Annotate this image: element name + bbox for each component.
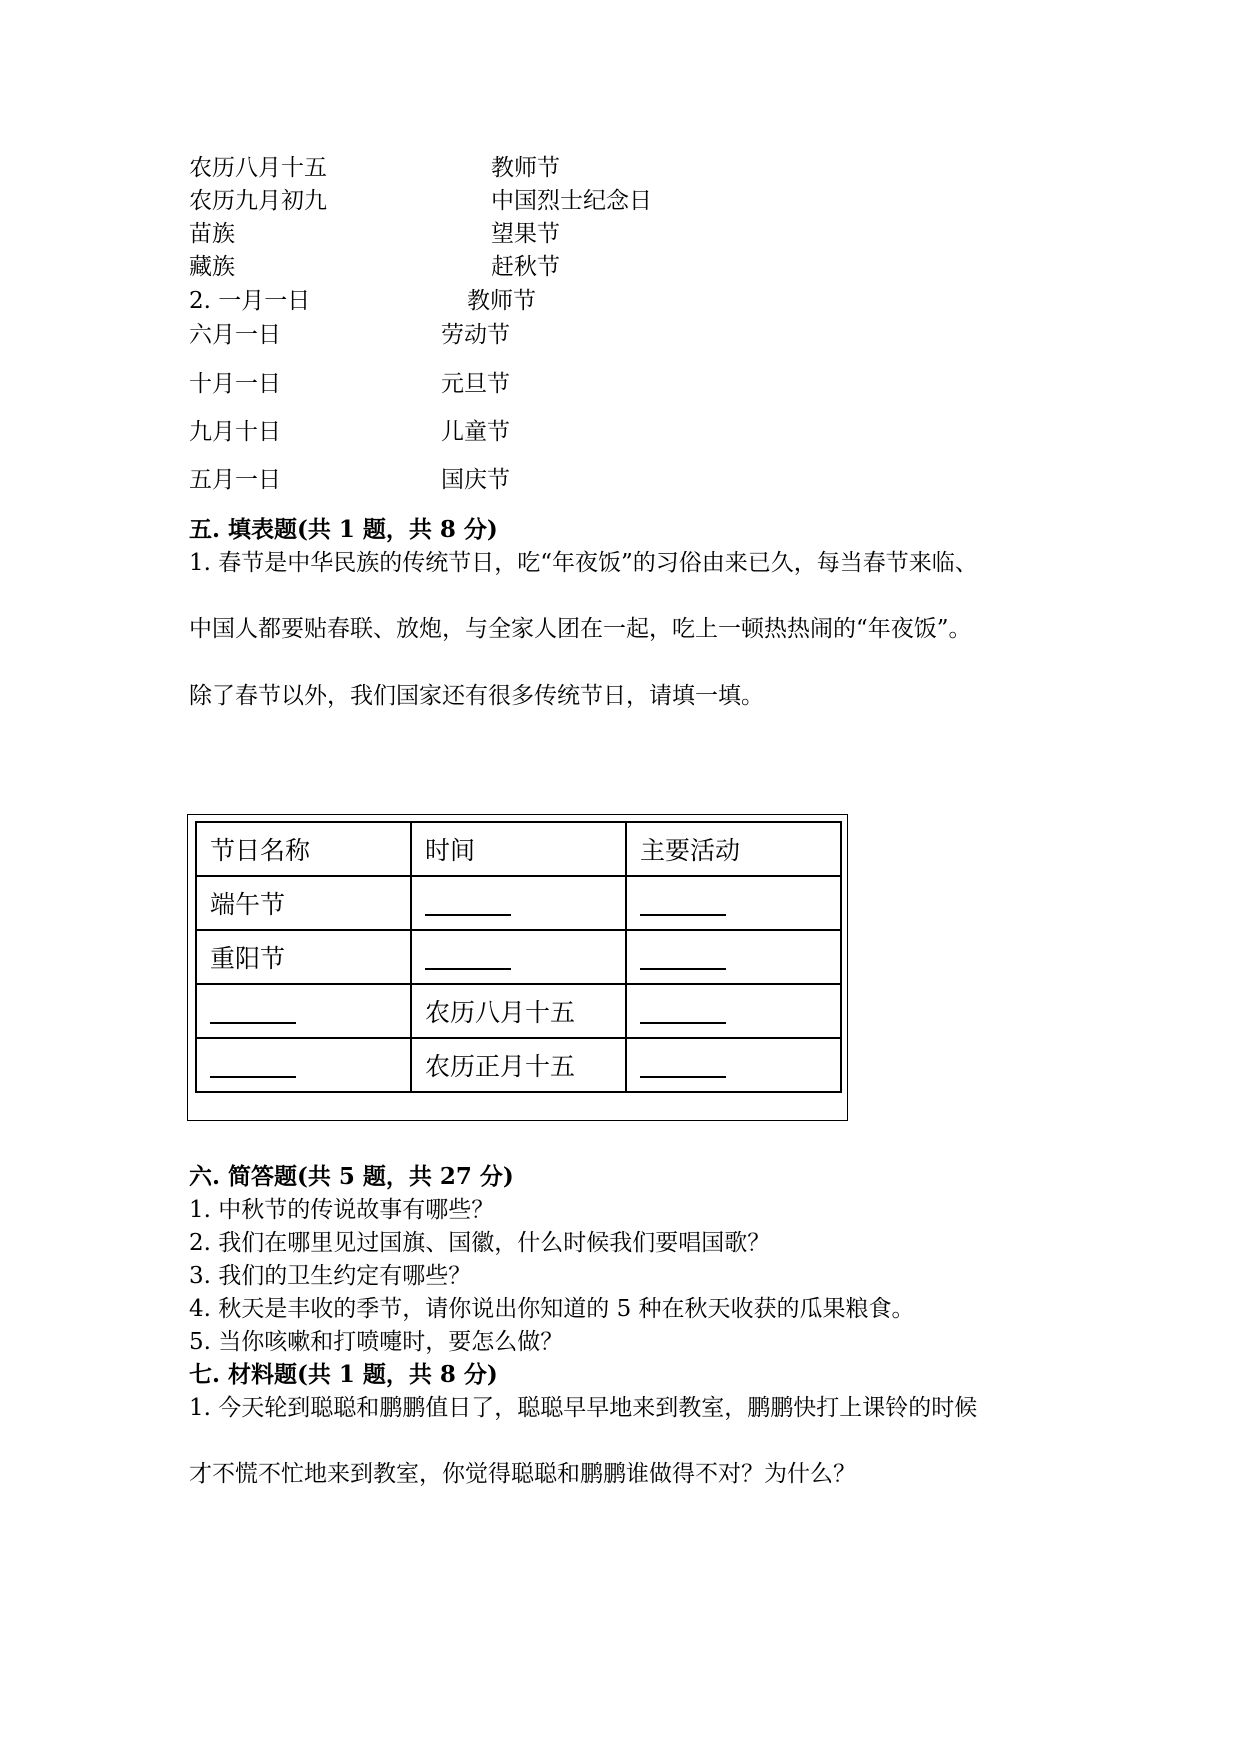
- blank-cell[interactable]: [411, 876, 626, 930]
- section-title: 六. 简答题(共 5 题，共 27 分): [189, 1163, 514, 1190]
- answer-blank[interactable]: [640, 1002, 726, 1024]
- match-left-item: 2. 一月一日: [189, 288, 311, 314]
- section-title: 五. 填表题(共 1 题，共 8 分): [189, 516, 498, 543]
- answer-blank[interactable]: [425, 894, 511, 916]
- match-left-item: 九月十日: [189, 419, 281, 445]
- match-left-item: 藏族: [189, 254, 235, 280]
- match-right-item: 劳动节: [441, 322, 510, 348]
- match-right-item: 教师节: [491, 155, 560, 181]
- question-text: 1. 中秋节的传说故事有哪些？: [189, 1197, 495, 1223]
- match-right-item: 国庆节: [441, 467, 510, 493]
- header-cell: 主要活动: [626, 822, 841, 876]
- header-cell: 时间: [411, 822, 626, 876]
- table-cell: 重阳节: [196, 930, 411, 984]
- table-cell: 农历正月十五: [411, 1038, 626, 1092]
- match-left-item: 六月一日: [189, 322, 281, 348]
- match-left-item: 十月一日: [189, 371, 281, 397]
- match-left-item: 苗族: [189, 221, 235, 247]
- match-left-item: 农历九月初九: [189, 188, 327, 214]
- blank-cell[interactable]: [196, 984, 411, 1038]
- answer-blank[interactable]: [210, 1056, 296, 1078]
- match-right-item: 教师节: [467, 288, 536, 314]
- match-left-item: 农历八月十五: [189, 155, 327, 181]
- question-text: 中国人都要贴春联、放炮，与全家人团在一起，吃上一顿热热闹的“年夜饭”。: [189, 616, 972, 642]
- question-text: 4. 秋天是丰收的季节，请你说出你知道的 5 种在秋天收获的瓜果粮食。: [189, 1296, 915, 1322]
- blank-cell[interactable]: [411, 930, 626, 984]
- match-right-item: 望果节: [491, 221, 560, 247]
- blank-cell[interactable]: [626, 876, 841, 930]
- answer-blank[interactable]: [640, 948, 726, 970]
- match-right-item: 赶秋节: [491, 254, 560, 280]
- answer-blank[interactable]: [640, 894, 726, 916]
- question-text: 才不慌不忙地来到教室，你觉得聪聪和鹏鹏谁做得不对？为什么？: [189, 1461, 856, 1487]
- answer-blank[interactable]: [640, 1056, 726, 1078]
- table-cell: 端午节: [196, 876, 411, 930]
- answer-blank[interactable]: [425, 948, 511, 970]
- table-header-row: [196, 822, 841, 876]
- match-left-item: 五月一日: [189, 467, 281, 493]
- section-title: 七. 材料题(共 1 题，共 8 分): [189, 1361, 498, 1388]
- blank-cell[interactable]: [626, 984, 841, 1038]
- table-row: [196, 1038, 841, 1092]
- festival-table: [195, 821, 842, 1093]
- question-text: 除了春节以外，我们国家还有很多传统节日，请填一填。: [189, 683, 764, 709]
- question-text: 1. 春节是中华民族的传统节日，吃“年夜饭”的习俗由来已久，每当春节来临、: [189, 550, 978, 576]
- header-cell: 节日名称: [196, 822, 411, 876]
- blank-cell[interactable]: [196, 1038, 411, 1092]
- blank-cell[interactable]: [626, 1038, 841, 1092]
- question-text: 3. 我们的卫生约定有哪些？: [189, 1263, 472, 1289]
- match-right-item: 元旦节: [441, 371, 510, 397]
- match-right-item: 中国烈士纪念日: [491, 188, 652, 214]
- answer-blank[interactable]: [210, 1002, 296, 1024]
- question-text: 1. 今天轮到聪聪和鹏鹏值日了，聪聪早早地来到教室，鹏鹏快打上课铃的时候: [189, 1395, 978, 1421]
- table-row: [196, 930, 841, 984]
- table-row: [196, 984, 841, 1038]
- match-right-item: 儿童节: [441, 419, 510, 445]
- table-cell: 农历八月十五: [411, 984, 626, 1038]
- blank-cell[interactable]: [626, 930, 841, 984]
- question-text: 2. 我们在哪里见过国旗、国徽，什么时候我们要唱国歌？: [189, 1230, 771, 1256]
- question-text: 5. 当你咳嗽和打喷嚏时，要怎么做？: [189, 1329, 564, 1355]
- table-row: [196, 876, 841, 930]
